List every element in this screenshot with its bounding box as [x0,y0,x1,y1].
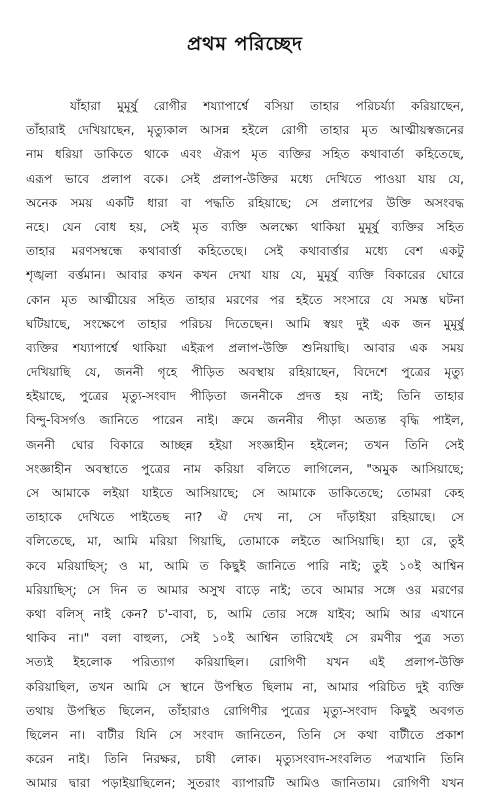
text-line: বলিতেছে, মা, আমি মরিয়া গিয়াছি, তোমাকে লইতে আসিয়াছি। হ্যা রে, তুই [26,534,464,549]
text-line: অনেক সময় একটি ধারা বা পদ্ধতি রহিয়াছে; সে প্রলাপের উক্তি অসংবদ্ধ [26,195,464,210]
text-line: শৃঙ্খলা বর্ত্তমান। আবার কখন কখন দেখা যায় যে, মুমূর্ষু ব্যক্তি বিকারের ঘোরে [26,268,464,283]
text-line: নাম ধরিয়া ডাকিতে থাকে এবং ঐরূপ মৃত ব্যক্তির সহিত কথাবার্তা কহিতেছে, [26,147,464,162]
text-line: আমার দ্বারা পড়াইয়াছিলেন; সুতরাং ব্যাপারটি আমিও জানিতাম। রোগিণী যখন [26,776,464,791]
text-line: ঘটিয়াছে, সংক্ষেপে তাহার পরিচয় দিতেছেন। আমি স্বয়ং দুই এক জন মুমূর্ষু [26,316,464,331]
text-line: মরিয়াছিস্; সে দিন ত আমার অসুখ বাড়ে নাই; তবে আমার সঙ্গে ওর মরণের [26,582,464,597]
text-line: কবে মরিয়াছিস্; ও মা, আমি ত কিছুই জানিতে পারি নাই; তুই ১০ই আশ্বিন [26,558,464,573]
text-line: ছিলেন না। বাটীর যিনি সে সংবাদ জানিতেন, তিনি সে কথা বাটীতে প্রকাশ [26,727,464,742]
text-line: বিন্দু-বিসর্গও জানিতে পারেন নাই। ক্রমে জননীর পীড়া অত্যন্ত বৃদ্ধি পাইল, [26,413,464,428]
text-line: ব্যক্তির শয্যাপার্শ্বে থাকিয়া এইরূপ প্রলাপ-উক্তি শুনিয়াছি। আবার এক সময় [26,340,464,355]
body-paragraph [26,94,464,795]
text-line: সে আমাকে লইয়া যাইতে আসিয়াছে; সে আমাকে ডাকিতেছে; তোমরা কেহ [26,486,464,500]
text-line: করেন নাই। তিনি নিরক্ষর, চাষী লোক। মৃত্যুসংবাদ-সংবলিত পত্রখানি তিনি [26,752,464,767]
text-line: তাহার মরণসম্বন্ধে কথাবার্ত্তা কহিতেছে। সেই কথাবার্ত্তার মধ্যে বেশ একটু [26,244,464,259]
text-line: তাঁহারাই দেখিয়াছেন, মৃত্যুকাল আসন্ন হইলে রোগী তাহার মৃত আত্মীয়স্বজনের [26,123,464,138]
text-line: যাঁহারা মুমূর্ষু রোগীর শয্যাপার্শ্বে বসিয়া তাহার পরিচর্য্যা করিয়াছেন, [70,99,464,113]
chapter-title: প্রথম পরিচ্ছেদ [186,33,304,55]
text-line: কোন মৃত আত্মীয়ের সহিত তাহার মরণের পর হইতে সংসারে যে সমস্ত ঘটনা [26,292,464,307]
text-line: করিয়াছিল, তখন আমি সে স্থানে উপস্থিত ছিলাম না, আমার পরিচিত দুই ব্যক্তি [26,679,464,694]
text-line: এরূপ ভাবে প্রলাপ বকে। সেই প্রলাপ-উক্তির মধ্যে দেখিতে পাওয়া যায় যে, [26,171,464,186]
text-line: সংজ্ঞাহীন অবস্থাতে পুত্রের নাম করিয়া বলিতে লাগিলেন, "অমুক আসিয়াছে; [26,461,464,476]
text-line: তথায় উপস্থিত ছিলেন, তাঁহারাও রোগিণীর পুত্রের মৃত্যু-সংবাদ কিছুই অবগত [26,703,464,718]
text-line: তাহাকে দেখিতে পাইতেছ না? ঐ দেখ না, সে দাঁড়াইয়া রহিয়াছে। সে [26,510,464,525]
text-line: কথা বলিস্ নাই কেন? চ'-বাবা, চ, আমি তোর সঙ্গে যাইব; আমি আর এখানে [26,606,464,621]
text-line: দেখিয়াছি যে, জননী গৃহে পীড়িত অবস্থায় রহিয়াছেন, বিদেশে পুত্রের মৃত্যু [26,365,464,380]
text-line: থাকিব না।" বলা বাহুল্য, সেই ১০ই আশ্বিন তারিখেই সে রমণীর পুত্র সত্য [26,631,464,646]
text-line: জননী ঘোর বিকারে আচ্ছন্ন হইয়া সংজ্ঞাহীন হইলেন; তখন তিনি সেই [26,437,464,452]
text-line: নহে। যেন বোধ হয়, সেই মৃত ব্যক্তি অলক্ষ্যে থাকিয়া মুমূর্ষু ব্যক্তির সহিত [26,219,464,234]
text-line: হইয়াছে, পুত্রের মৃত্যু-সংবাদ পীড়িতা জননীকে প্রদত্ত হয় নাই; তিনি তাহার [26,389,464,404]
text-line: সত্যই ইহলোক পরিত্যাগ করিয়াছিল। রোগিণী যখন এই প্রলাপ-উক্তি [26,655,464,670]
